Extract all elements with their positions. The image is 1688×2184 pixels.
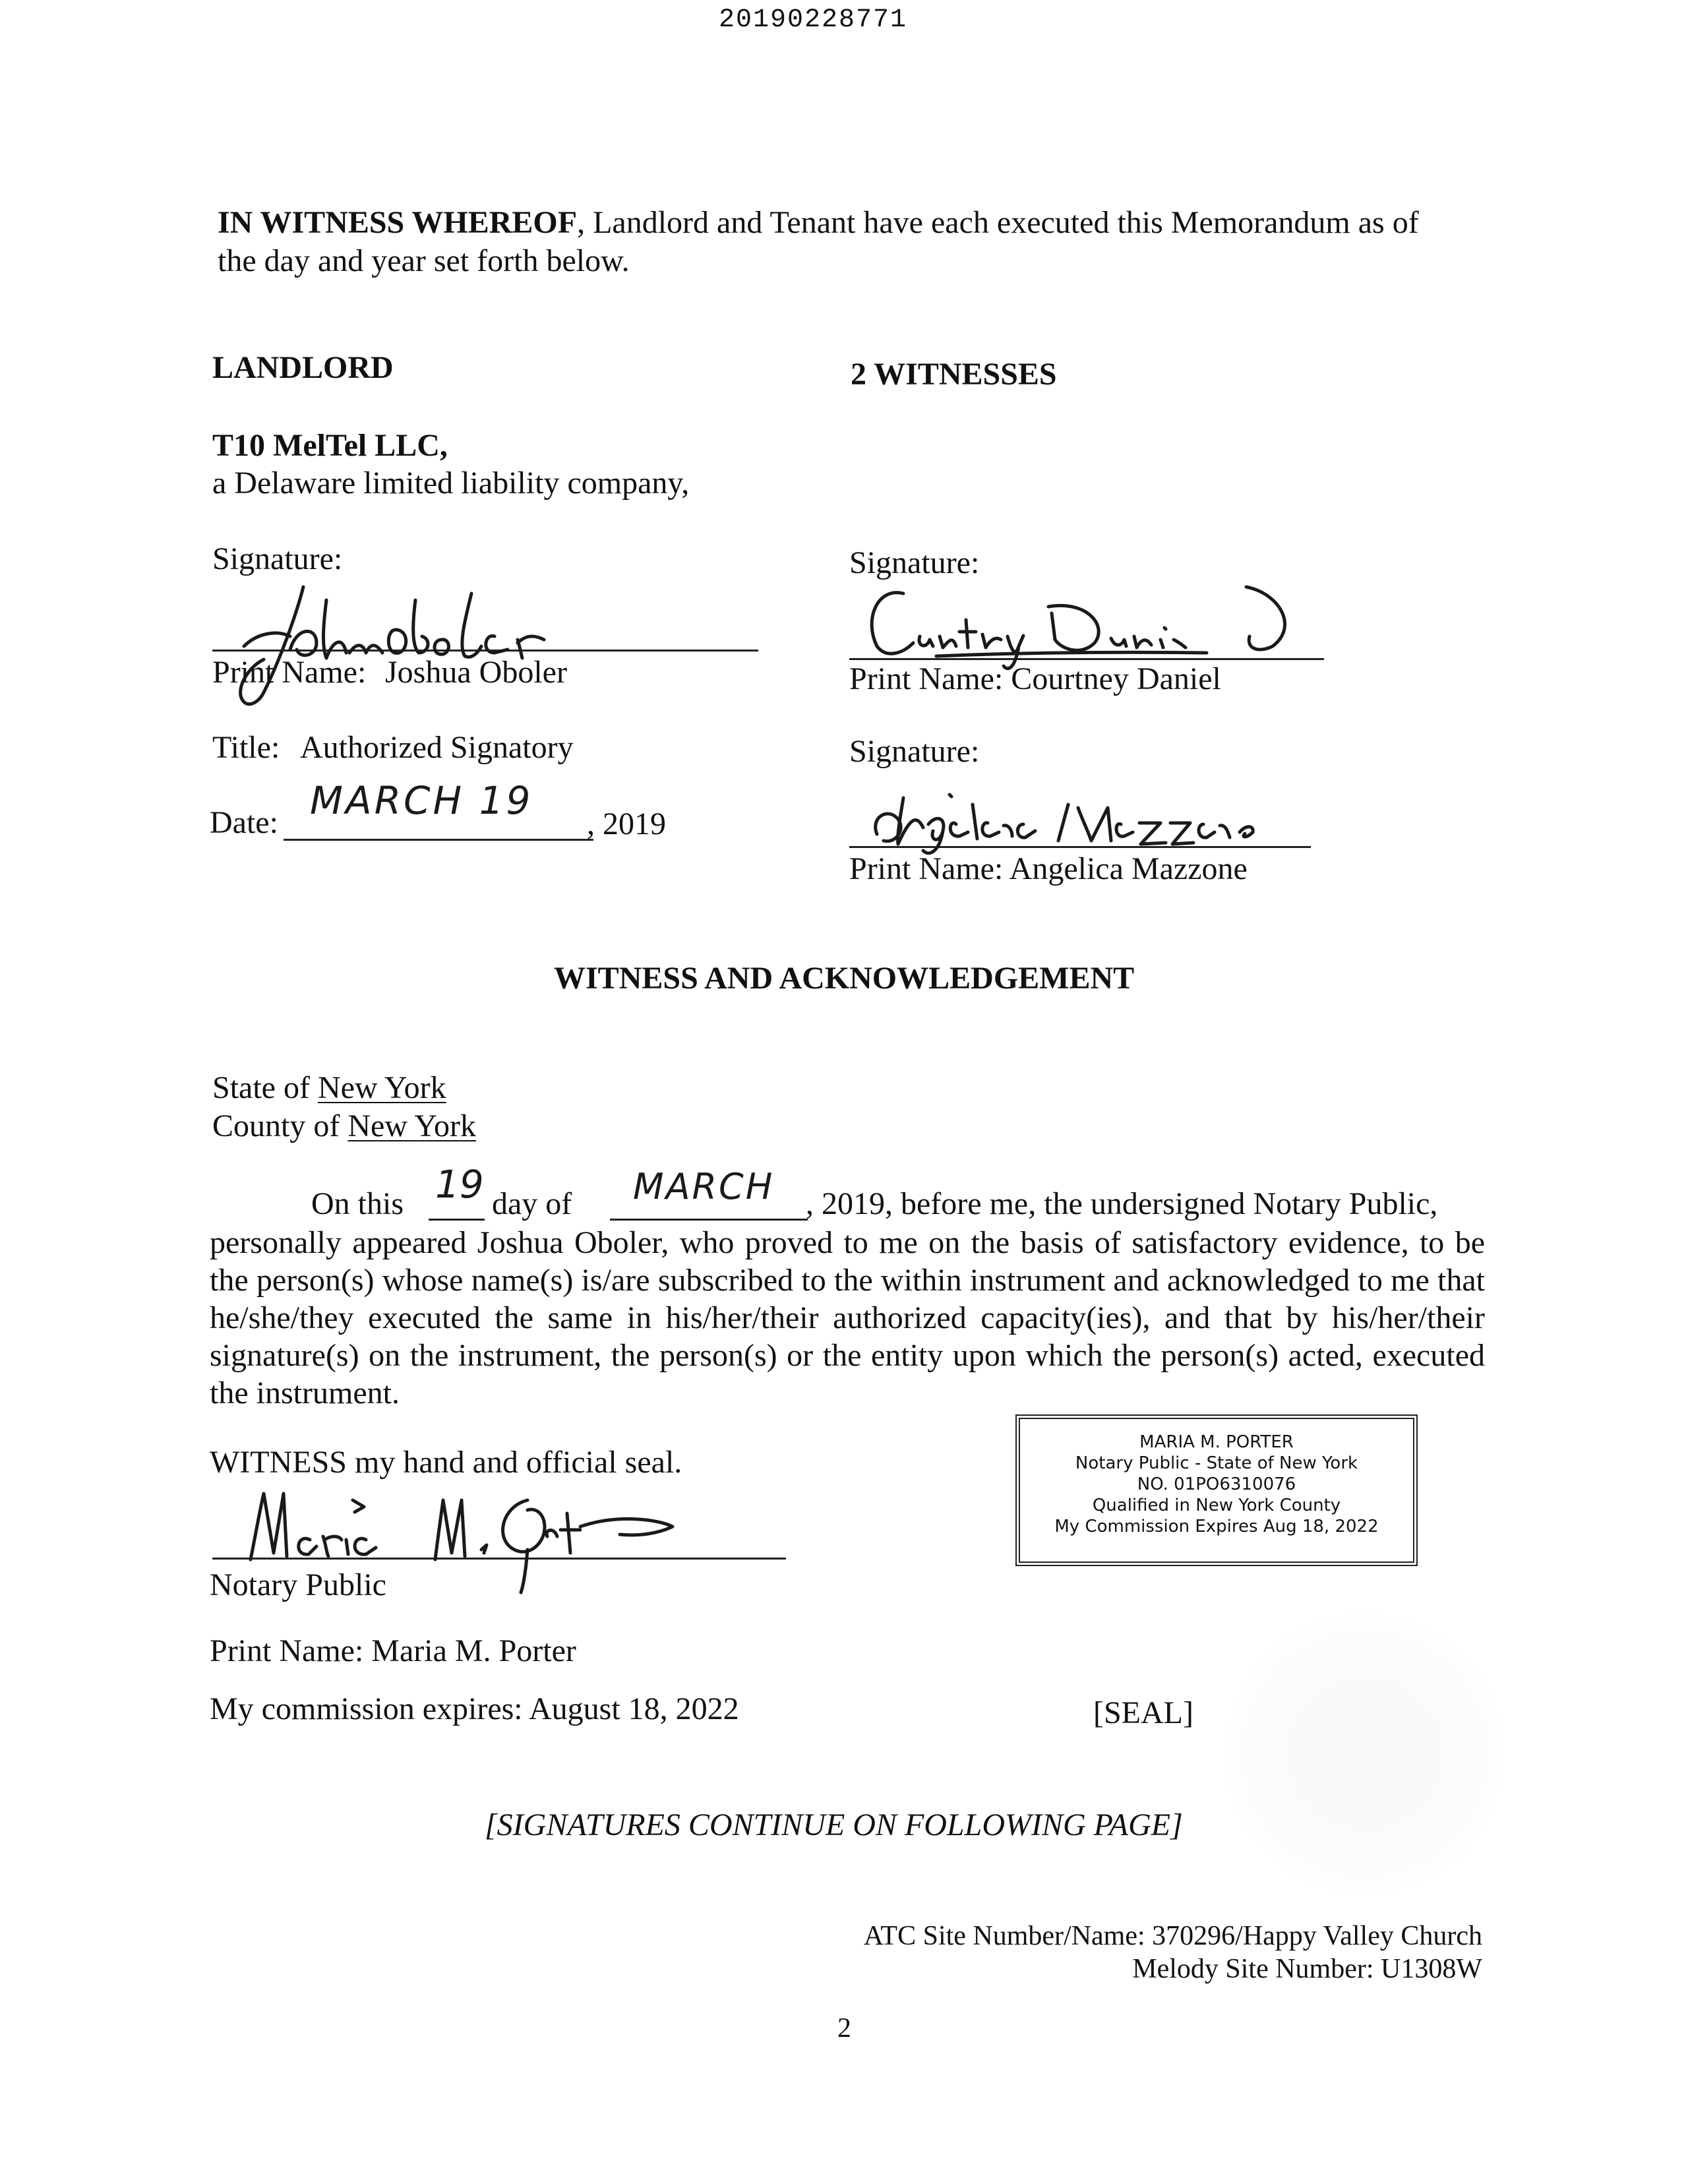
intro-rest: , Landlord and Tenant have each executed this Memorandum as of (577, 205, 1419, 240)
ack-month-handwritten: MARCH (633, 1166, 775, 1207)
ack-state-label: State of (212, 1070, 318, 1105)
landlord-print-name-label: Print Name: (212, 655, 367, 690)
continue-note: [SIGNATURES CONTINUE ON FOLLOWING PAGE] (485, 1807, 1183, 1842)
witness1-signature-label: Signature: (849, 545, 980, 580)
notary-witness-line: WITNESS my hand and official seal. (210, 1445, 682, 1480)
witness2-signature-label: Signature: (849, 734, 980, 769)
stamp-line-expires: My Commission Expires Aug 18, 2022 (1054, 1517, 1379, 1536)
ack-county-line (212, 1108, 476, 1144)
stamp-line-county: Qualified in New York County (1092, 1496, 1341, 1515)
stamp-line-office: Notary Public - State of New York (1075, 1453, 1358, 1473)
landlord-company: T10 MelTel LLC, (212, 428, 448, 463)
notary-commission: My commission expires: August 18, 2022 (210, 1691, 739, 1726)
intro-line-1 (218, 204, 1419, 241)
document-number: 20190228771 (719, 5, 908, 35)
embossed-seal-shadow (1226, 1609, 1503, 1899)
ack-state-line (212, 1070, 446, 1106)
intro-lead: IN WITNESS WHEREOF (218, 205, 578, 240)
landlord-title-value: Authorized Signatory (300, 730, 574, 765)
stamp-line-number: NO. 01PO6310076 (1137, 1474, 1296, 1494)
page-number: 2 (837, 2013, 851, 2044)
witness2-signature (851, 778, 1312, 857)
ack-paragraph-body: personally appeared Joshua Oboler, who proved to me on the basis of satisfactory evidence, to be the person(s) whose name(s) is/are subscribed to the within instrument and acknowledged to me that he/she/they executed the same in his/her/their authorized capacity(ies), and that by his/her/their signature(s) on the instrument, the person(s) or the entity upon which the person(s) acted, executed the instrument. (210, 1225, 1485, 1410)
ack-day-line (429, 1219, 485, 1221)
seal-label: [SEAL] (1093, 1695, 1193, 1730)
ack-month-line (610, 1219, 808, 1221)
intro-line-2: the day and year set forth below. (218, 243, 630, 278)
ack-county-label: County of (212, 1108, 348, 1143)
landlord-signature-label: Signature: (212, 541, 343, 576)
notary-print-name: Print Name: Maria M. Porter (210, 1633, 576, 1668)
landlord-date-label: Date: (210, 805, 278, 840)
witness2-print-name: Print Name: Angelica Mazzone (849, 851, 1248, 886)
landlord-company-desc: a Delaware limited liability company, (212, 466, 690, 501)
ack-on-this: On this (311, 1186, 404, 1221)
footer-atc-site: ATC Site Number/Name: 370296/Happy Valley Church (863, 1921, 1482, 1951)
witness1-print-name: Print Name: Courtney Daniel (849, 661, 1221, 696)
landlord-date-line (284, 839, 593, 841)
ack-heading: WITNESS AND ACKNOWLEDGEMENT (554, 961, 1135, 996)
witnesses-heading: 2 WITNESSES (851, 357, 1057, 392)
landlord-signature (218, 561, 560, 719)
ack-day-handwritten: 19 (435, 1162, 484, 1207)
landlord-date-handwritten: MARCH 19 (310, 778, 533, 823)
ack-line1-rest: , 2019, before me, the undersigned Notary Public, (806, 1186, 1438, 1221)
landlord-date-year: , 2019 (587, 806, 666, 841)
ack-day-of: day of (492, 1186, 572, 1221)
notary-stamp-text (1015, 1432, 1418, 1537)
ack-county-value: New York (347, 1108, 477, 1143)
stamp-line-name: MARIA M. PORTER (1139, 1432, 1294, 1452)
witness1-signature (851, 574, 1312, 666)
landlord-heading: LANDLORD (212, 350, 394, 385)
notary-title: Notary Public (210, 1567, 386, 1602)
notary-stamp (1015, 1414, 1418, 1566)
footer-melody-site: Melody Site Number: U1308W (1132, 1954, 1482, 1984)
landlord-print-name-value: Joshua Oboler (385, 655, 567, 690)
ack-state-value: New York (317, 1070, 446, 1105)
landlord-title-label: Title: (212, 730, 280, 765)
